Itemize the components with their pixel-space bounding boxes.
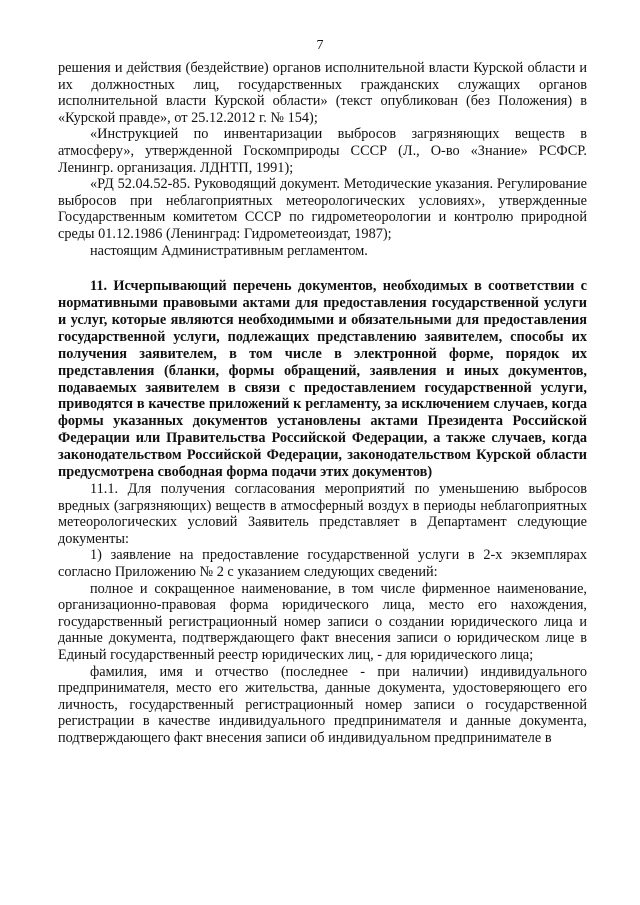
list-item-legal-entity: полное и сокращенное наименование, в том числе фирменное наименование, организационно-правовая форма юридического лица, место его нахождения, государственный регистрационный номер записи о создании юридического лица и данные документа, подтверждающего факт внесения записи о юридическом лице в Единый государственный реестр юридических лиц, - для юридического лица; bbox=[58, 580, 587, 663]
paragraph-rd: «РД 52.04.52-85. Руководящий документ. Методические указания. Регулирование выбросов при неблагоприятных метеорологических условиях», утвержденные Государственным комитетом СССР по гидрометеорологии и контролю природной среды 01.12.1986 (Ленинград: Гидрометеоиздат, 1987); bbox=[58, 176, 587, 242]
list-item-1: 1) заявление на предоставление государственной услуги в 2-х экземплярах согласно Приложению № 2 с указанием следующих сведений: bbox=[58, 547, 587, 580]
paragraph-regulation: настоящим Административным регламентом. bbox=[90, 242, 368, 259]
document-body bbox=[58, 60, 587, 747]
paragraph-instruction: «Инструкцией по инвентаризации выбросов загрязняющих веществ в атмосферу», утвержденной Госкомприроды СССР (Л., О-во «Знание» РСФСР. Ленингр. организация. ЛДНТП, 1991); bbox=[58, 126, 587, 176]
section-11-heading: 11. Исчерпывающий перечень документов, необходимых в соответствии с нормативными правовыми актами для предоставления государственной услуги и услуг, которые являются необходимыми и обязательными для предоставления государственной услуги, подлежащих представлению заявителем, способы их получения заявителем, в том числе в электронной форме, порядок их представления (бланки, формы обращений, заявления и иных документов, подаваемых заявителем в связи с предоставлением государственной услуги, приводятся в качестве приложений к регламенту, за исключением случаев, когда формы указанных документов установлены актами Президента Российской Федерации или Правительства Российской Федерации, а также случаев, когда законодательством Российской Федерации, законодательством Курской области предусмотрена свободная форма подачи этих документов) bbox=[58, 278, 587, 481]
paragraph-continuation: решения и действия (бездействие) органов исполнительной власти Курской области и их должностных лиц, государственных гражданских служащих органов исполнительной власти Курской области» (текст опубликован (без Положения) в «Курской правде», от 25.12.2012 г. № 154); bbox=[58, 60, 587, 126]
paragraph-11-1: 11.1. Для получения согласования мероприятий по уменьшению выбросов вредных (загрязняющих) веществ в атмосферный воздух в периоды неблагоприятных метеорологических условий Заявитель представляет в Департамент следующие документы: bbox=[58, 481, 587, 547]
list-item-individual: фамилия, имя и отчество (последнее - при наличии) индивидуального предпринимателя, место его жительства, данные документа, удостоверяющего его личность, государственный регистрационный номер записи о государственной регистрации в качестве индивидуального предпринимателя и данные документа, подтверждающего факт внесения записи об индивидуальном предпринимателе в bbox=[58, 663, 587, 746]
page-number: 7 bbox=[316, 38, 324, 53]
